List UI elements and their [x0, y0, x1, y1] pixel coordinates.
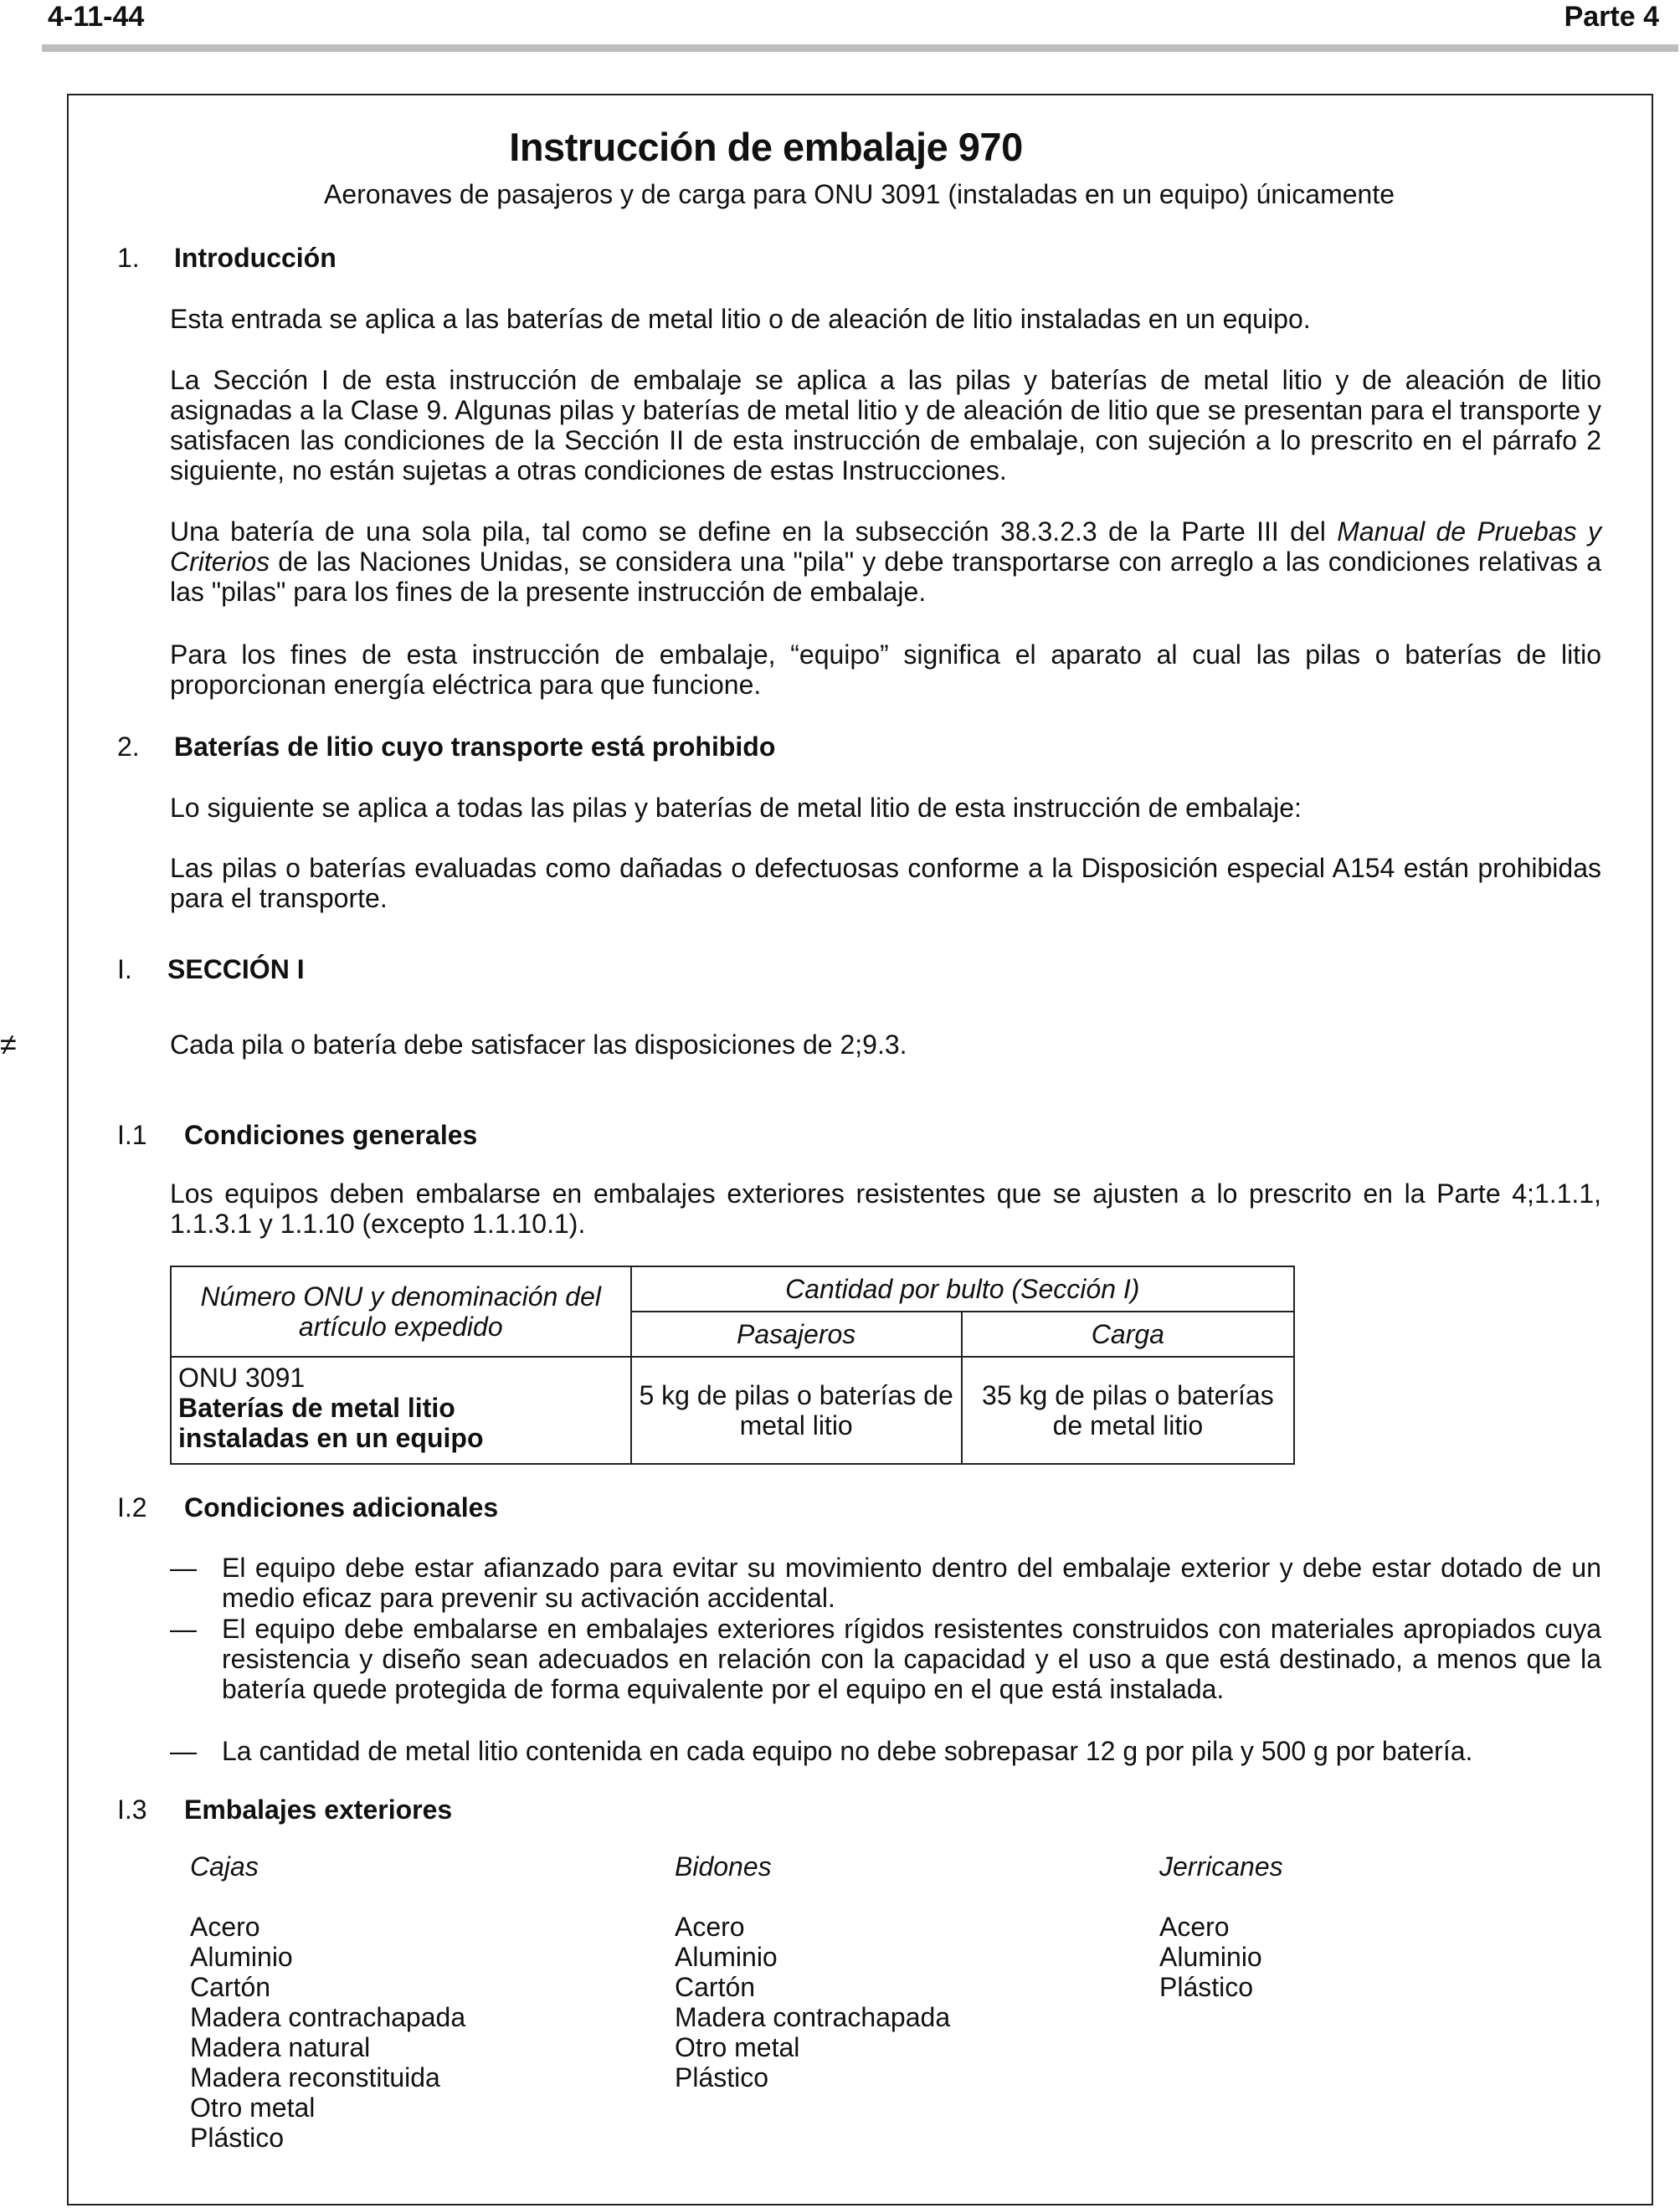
- page-reference: 4-11-44: [48, 1, 145, 33]
- section-1-paragraph-2: La Sección I de esta instrucción de embalaje se aplica a las pilas y baterías de metal litio y de aleación de litio asignadas a la Clase 9. Algunas pilas y baterías de metal litio y de aleación de litio que se presentan para el transporte y satisfacen las condiciones de la Sección II de esta instrucción de embalaje, con sujeción a lo prescrito en el párrafo 2 siguiente, no están sujetas a otras condiciones de estas Instrucciones.: [170, 365, 1601, 485]
- section-2-paragraph-1: Lo siguiente se aplica a todas las pilas y baterías de metal litio de esta instrucción de embalaje:: [170, 793, 1302, 823]
- section-1-paragraph-3: [170, 516, 1601, 607]
- section-I1-heading: Condiciones generales: [184, 1120, 478, 1150]
- bullet-text-2: El equipo debe embalarse en embalajes exteriores rígidos resistentes construidos con materiales apropiados cuya resistencia y diseño sean adecuados en relación con la capacidad y el uso a que está destinado, a menos que la batería quede protegida de forma equivalente por el equipo en el que está instalada.: [222, 1614, 1601, 1704]
- section-I2-heading: Condiciones adicionales: [184, 1492, 499, 1522]
- bullet-dash: —: [170, 1736, 197, 1766]
- packaging-column-jerricans: [1159, 1851, 1283, 2002]
- paragraph-3-start: Una batería de una sola pila, tal como se define en la subsección 38.3.2.3 de la Parte III del: [170, 516, 1338, 547]
- document-subtitle: Aeronaves de pasajeros y de carga para ONU 3091 (instaladas en un equipo) únicamente: [323, 179, 1395, 209]
- header-rule: [42, 44, 1678, 52]
- shipping-name: Baterías de metal litio instaladas en un equipo: [178, 1393, 484, 1453]
- margin-change-mark: ≠: [0, 1027, 17, 1061]
- list-item: Aluminio: [190, 1942, 293, 1972]
- manual-title: Manual de Pruebas y Criterios: [170, 516, 1601, 577]
- section-I3-number: I.3: [117, 1795, 147, 1825]
- bullet-dash: —: [170, 1614, 197, 1644]
- section-I-heading: SECCIÓN I: [167, 954, 305, 984]
- packaging-column-drums: [675, 1851, 950, 2092]
- list-item: Madera reconstituida: [190, 2062, 440, 2092]
- section-I1-number: I.1: [117, 1120, 147, 1150]
- cargo-header: Carga: [962, 1312, 1294, 1357]
- section-2-heading: Baterías de litio cuyo transporte está prohibido: [174, 732, 776, 762]
- list-item: Plástico: [675, 2062, 769, 2092]
- list-item: Acero: [1159, 1912, 1230, 1942]
- section-2-number: 2.: [117, 732, 140, 762]
- list-item: Acero: [190, 1912, 260, 1942]
- list-item: [170, 1736, 1601, 1766]
- un-number: ONU 3091: [178, 1363, 306, 1393]
- section-I1-paragraph-1: Los equipos deben embalarse en embalajes exteriores resistentes que se ajusten a lo prescrito en la Parte 4;1.1.1, 1.1.3.1 y 1.1.10 (excepto 1.1.10.1).: [170, 1178, 1601, 1239]
- cargo-quantity: 35 kg de pilas o baterías de metal litio: [962, 1357, 1294, 1464]
- section-I-paragraph-1: Cada pila o batería debe satisfacer las disposiciones de 2;9.3.: [170, 1030, 907, 1060]
- bullet-text-1: El equipo debe estar afianzado para evitar su movimiento dentro del embalaje exterior y debe estar dotado de un medio eficaz para prevenir su activación accidental.: [222, 1553, 1601, 1613]
- quantity-table: [170, 1266, 1295, 1465]
- list-item: Otro metal: [190, 2092, 316, 2123]
- bullet-text-3: La cantidad de metal litio contenida en cada equipo no debe sobrepasar 12 g por pila y 500 g por batería.: [222, 1736, 1473, 1766]
- section-1-paragraph-1: Esta entrada se aplica a las baterías de metal litio o de aleación de litio instaladas en un equipo.: [170, 304, 1311, 334]
- section-I3-heading: Embalajes exteriores: [184, 1795, 453, 1825]
- list-item: Aluminio: [675, 1942, 778, 1972]
- column-heading: Jerricanes: [1159, 1851, 1283, 1882]
- list-item: Madera contrachapada: [675, 2002, 951, 2032]
- list-item: Plástico: [190, 2123, 285, 2153]
- column-heading: Bidones: [675, 1851, 772, 1882]
- section-I-number: I.: [117, 954, 132, 984]
- list-item: Cartón: [675, 1972, 756, 2002]
- passenger-quantity: 5 kg de pilas o baterías de metal litio: [631, 1357, 962, 1464]
- list-item: Plástico: [1159, 1972, 1254, 2002]
- passenger-header: Pasajeros: [631, 1312, 962, 1357]
- document-title: Instrucción de embalaje 970: [509, 125, 1023, 169]
- section-1-paragraph-4: Para los fines de esta instrucción de embalaje, “equipo” significa el aparato al cual las pilas o baterías de litio proporcionan energía eléctrica para que funcione.: [170, 639, 1601, 700]
- list-item: Madera natural: [190, 2032, 371, 2062]
- quantity-header: Cantidad por bulto (Sección I): [631, 1266, 1294, 1312]
- list-item: [170, 1553, 1601, 1613]
- un-name-header: Número ONU y denominación del artículo expedido: [171, 1266, 631, 1357]
- list-item: Aluminio: [1159, 1942, 1262, 1972]
- table-row: [171, 1357, 1294, 1464]
- paragraph-3-end: de las Naciones Unidas, se considera una "pila" y debe transportarse con arreglo a las condiciones relativas a las "pilas" para los fines de la presente instrucción de embalaje.: [170, 547, 1601, 607]
- section-1-number: 1.: [117, 243, 140, 273]
- section-1-heading: Introducción: [174, 243, 337, 273]
- packaging-column-boxes: [190, 1851, 465, 2153]
- section-2-paragraph-2: Las pilas o baterías evaluadas como dañadas o defectuosas conforme a la Disposición especial A154 están prohibidas para el transporte.: [170, 853, 1601, 913]
- section-I2-number: I.2: [117, 1492, 147, 1522]
- list-item: Cartón: [190, 1972, 271, 2002]
- bullet-dash: —: [170, 1553, 197, 1583]
- un-entry-cell: [171, 1357, 631, 1464]
- column-heading: Cajas: [190, 1851, 259, 1882]
- list-item: Madera contrachapada: [190, 2002, 466, 2032]
- list-item: Otro metal: [675, 2032, 800, 2062]
- part-label: Parte 4: [1564, 1, 1659, 33]
- list-item: [170, 1614, 1601, 1704]
- list-item: Acero: [675, 1912, 745, 1942]
